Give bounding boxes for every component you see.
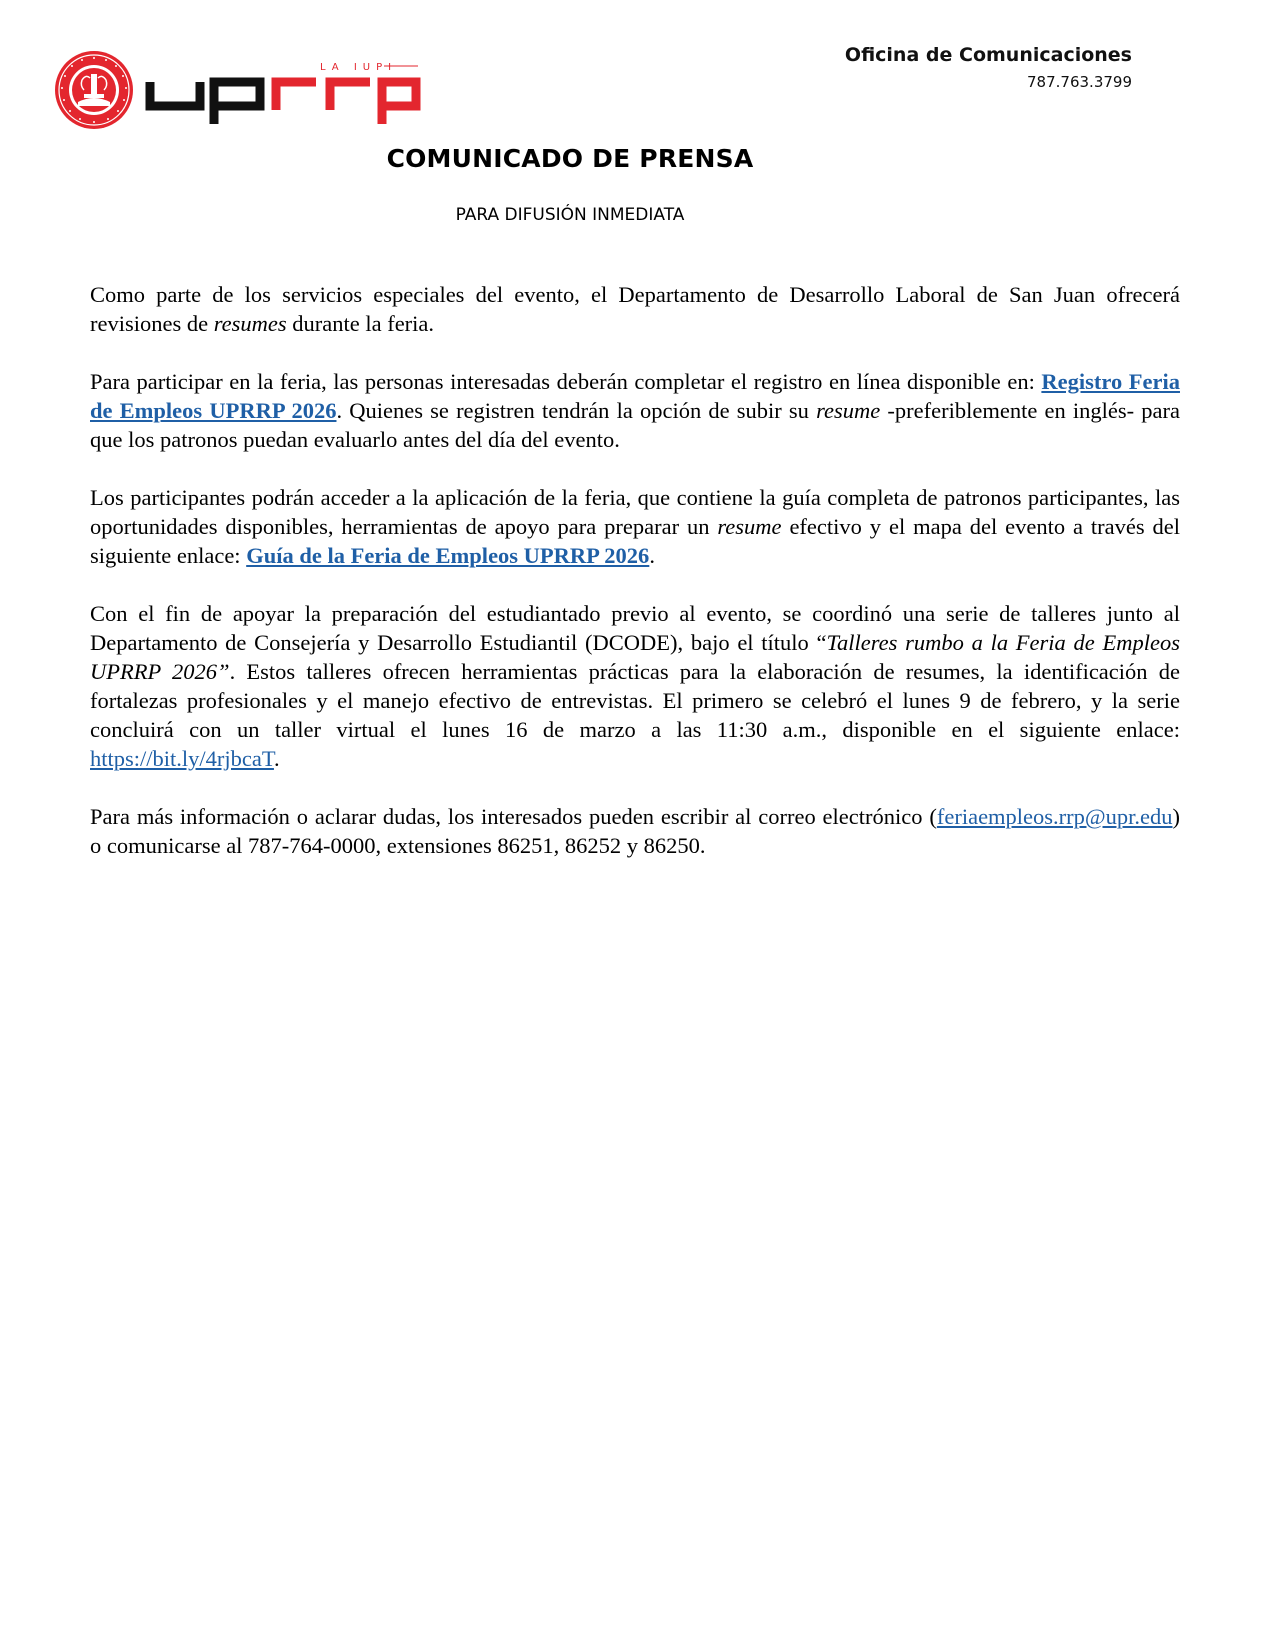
text-run-italic: Talleres rumbo a la Feria de Empleos UPRRP 2026” <box>90 630 1180 684</box>
email-link[interactable]: feriaempleos.rrp@upr.edu <box>936 804 1173 829</box>
page-title: COMUNICADO DE PRENSA <box>386 144 754 173</box>
uprrp-logo <box>54 50 449 140</box>
office-contact <box>845 42 1132 94</box>
logo-wordmark-up <box>150 82 260 124</box>
text-run-italic: resume <box>816 398 881 423</box>
page-subtitle: PARA DIFUSIÓN INMEDIATA <box>455 205 685 225</box>
paragraph-2 <box>90 367 1180 454</box>
text-run: . Estos talleres ofrecen herramientas prácticas para la elaboración de resumes, la identificación de fortalezas profesionales y el manejo efectivo de entrevistas. El primero se celebró el lunes 9 de febrero, y la serie concluirá con un taller virtual el lunes 16 de marzo a las 11:30 a.m., disponible en el siguiente enlace: <box>90 659 1180 742</box>
press-release-body <box>90 280 1180 889</box>
text-run: Los participantes podrán acceder a la aplicación de la feria, que contiene la guía completa de patronos participantes, las oportunidades disponibles, herramientas de apoyo para preparar un <box>90 485 1180 539</box>
text-run: Como parte de los servicios especiales del evento, el Departamento de Desarrollo Laboral de San Juan ofrecerá revisiones de <box>90 282 1180 336</box>
text-run: . <box>649 543 655 568</box>
text-run: -preferiblemente en inglés- para que los patronos puedan evaluarlo antes del día del evento. <box>90 398 1180 452</box>
fair-guide-link[interactable]: Guía de la Feria de Empleos UPRRP 2026 <box>246 543 650 568</box>
paragraph-5 <box>90 802 1180 860</box>
university-seal-icon <box>55 51 133 129</box>
text-run: durante la feria. <box>286 311 435 336</box>
registration-link[interactable]: Registro Feria de Empleos UPRRP 2026 <box>90 369 1180 423</box>
office-phone: 787.763.3799 <box>1027 73 1132 91</box>
text-run: Para más información o aclarar dudas, los interesados pueden escribir al correo electrónico ( <box>90 804 937 829</box>
office-name: Oficina de Comunicaciones <box>844 44 1132 66</box>
workshop-link[interactable]: https://bit.ly/4rjbcaT <box>90 746 274 771</box>
logo-wordmark-rrp <box>276 82 416 124</box>
logo-tagline: LA IUPI <box>320 62 398 73</box>
text-run: Con el fin de apoyar la preparación del estudiantado previo al evento, se coordinó una serie de talleres junto al Departamento de Consejería y Desarrollo Estudiantil (DCODE), bajo el título “ <box>90 601 1180 655</box>
paragraph-4 <box>90 599 1180 773</box>
paragraph-3 <box>90 483 1180 570</box>
text-run: ) o comunicarse al 787-764-0000, extensiones 86251, 86252 y 86250. <box>90 804 1180 858</box>
text-run-italic: resumes <box>213 311 287 336</box>
text-run: Para participar en la feria, las personas interesadas deberán completar el registro en línea disponible en: <box>90 369 1042 394</box>
text-run-italic: resume <box>717 514 782 539</box>
paragraph-1 <box>90 280 1180 338</box>
text-run: efectivo y el mapa del evento a través del siguiente enlace: <box>90 514 1180 568</box>
text-run: . Quienes se registren tendrán la opción de subir su <box>336 398 817 423</box>
text-run: . <box>273 746 280 771</box>
